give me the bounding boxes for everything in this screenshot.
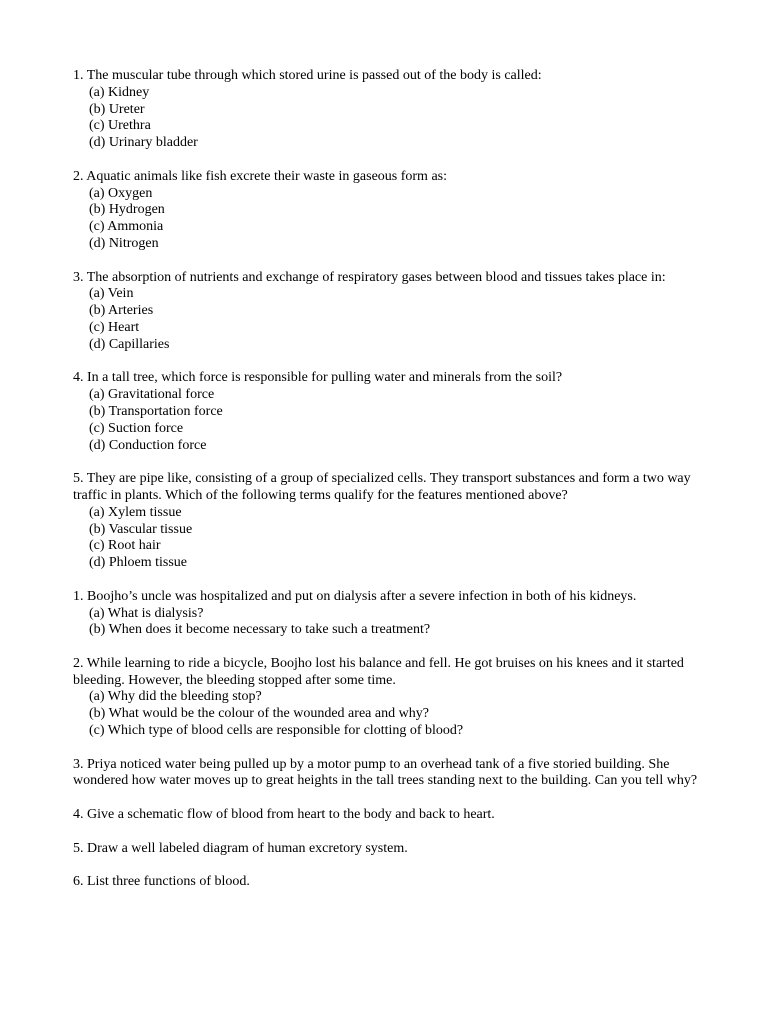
option-a: (a) Oxygen (89, 185, 153, 201)
question-text: 4. In a tall tree, which force is responsible for pulling water and minerals from the soil? (73, 370, 563, 386)
question-text: 3. Priya noticed water being pulled up by a motor pump to an overhead tank of a five storied building. She wondered how water moves up to great heights in the tall trees standing next to the building. Can you tell why? (73, 756, 698, 789)
sub-question-b: (b) What would be the colour of the wounded area and why? (89, 706, 429, 722)
short-question-2 (73, 656, 698, 740)
sub-question-a: (a) Why did the bleeding stop? (89, 689, 262, 705)
short-question-6 (73, 874, 698, 891)
question-text: 2. Aquatic animals like fish excrete their waste in gaseous form as: (73, 168, 448, 184)
option-a: (a) Kidney (89, 84, 150, 100)
option-b: (b) Ureter (89, 101, 145, 117)
short-question-1 (73, 589, 698, 639)
mcq-question-2 (73, 169, 698, 253)
option-c: (c) Root hair (89, 538, 161, 554)
option-b: (b) Hydrogen (89, 202, 165, 218)
question-text: 1. Boojho’s uncle was hospitalized and put on dialysis after a severe infection in both of his kidneys. (73, 588, 637, 604)
option-d: (d) Nitrogen (89, 235, 159, 251)
question-text: 3. The absorption of nutrients and exchange of respiratory gases between blood and tissues takes place in: (73, 269, 666, 285)
option-a: (a) Vein (89, 286, 134, 302)
sub-question-a: (a) What is dialysis? (89, 605, 204, 621)
question-text: 6. List three functions of blood. (73, 874, 250, 890)
short-question-4 (73, 807, 698, 824)
option-d: (d) Urinary bladder (89, 135, 198, 151)
mcq-question-1 (73, 68, 698, 152)
short-question-5 (73, 841, 698, 858)
sub-question-b: (b) When does it become necessary to take such a treatment? (89, 622, 431, 638)
question-text: 5. They are pipe like, consisting of a group of specialized cells. They transport substances and form a two way traffic in plants. Which of the following terms qualify for the features mentioned above? (73, 471, 691, 503)
question-text: 1. The muscular tube through which stored urine is passed out of the body is called: (73, 68, 542, 83)
mcq-question-4 (73, 370, 698, 454)
option-a: (a) Xylem tissue (89, 504, 182, 520)
option-b: (b) Arteries (89, 303, 154, 319)
option-d: (d) Capillaries (89, 336, 170, 352)
question-text: 4. Give a schematic flow of blood from heart to the body and back to heart. (73, 807, 495, 823)
option-c: (c) Ammonia (89, 219, 164, 235)
option-d: (d) Phloem tissue (89, 555, 187, 571)
option-d: (d) Conduction force (89, 437, 207, 453)
option-a: (a) Gravitational force (89, 387, 215, 403)
question-text: 5. Draw a well labeled diagram of human excretory system. (73, 840, 408, 856)
question-text: 2. While learning to ride a bicycle, Boojho lost his balance and fell. He got bruises on his knees and it started bleeding. However, the bleeding stopped after some time. (73, 655, 684, 688)
question-document (73, 68, 698, 908)
mcq-question-5 (73, 471, 698, 572)
option-c: (c) Urethra (89, 118, 151, 134)
option-b: (b) Vascular tissue (89, 521, 193, 537)
option-b: (b) Transportation force (89, 403, 223, 419)
option-c: (c) Heart (89, 319, 140, 335)
option-c: (c) Suction force (89, 420, 184, 436)
sub-question-c: (c) Which type of blood cells are responsible for clotting of blood? (89, 723, 464, 739)
short-question-3 (73, 757, 698, 791)
mcq-question-3 (73, 270, 698, 354)
